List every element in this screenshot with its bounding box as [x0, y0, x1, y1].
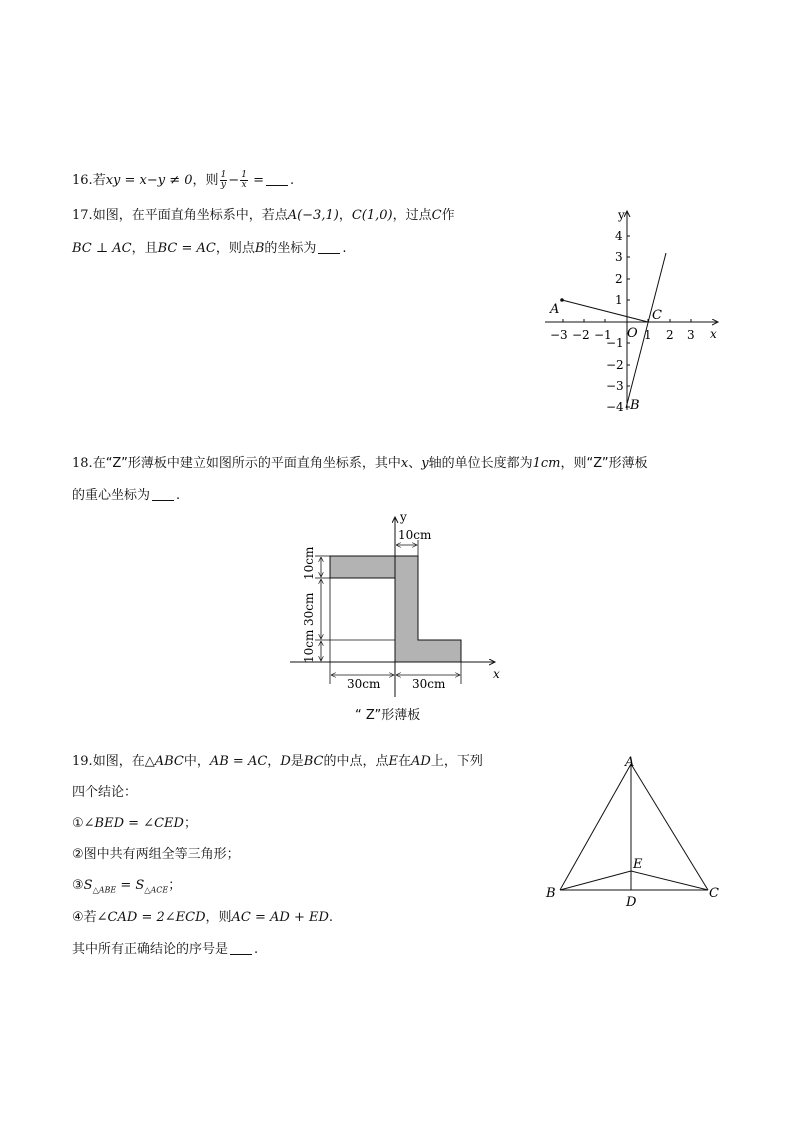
segment-be	[560, 871, 631, 890]
q19-text-b: 中，	[183, 754, 210, 769]
c3-marker: ③	[72, 878, 84, 893]
q19-ad: AD	[411, 754, 431, 769]
c3-sub1: △ABE	[92, 885, 117, 895]
q18-unit: 1cm	[532, 456, 561, 471]
q17-text-b: ，过点	[392, 208, 432, 223]
q16-number: 16.	[72, 173, 93, 188]
ytick-4: 4	[615, 229, 623, 243]
c4-marker: ④若	[72, 910, 97, 925]
q19-text-c: ，	[267, 754, 281, 769]
q17-text-d: ，且	[131, 241, 158, 256]
q16-text: 若	[92, 173, 106, 188]
question-17-line-1	[72, 206, 455, 226]
q17-eq-bc: BC = AC	[157, 241, 216, 256]
q17-text-c: 作	[441, 208, 455, 223]
tri-label-b: B	[546, 886, 556, 901]
q19-e: E	[388, 754, 399, 769]
conclusion-3	[72, 876, 181, 901]
frac1-den: y	[220, 180, 226, 190]
q19-final-text: 其中所有正确结论的序号是	[72, 942, 229, 957]
c4-text: ，则	[205, 910, 232, 925]
dim-bottom-left-label: 30cm	[347, 677, 381, 691]
c2-text: ②图中共有两组全等三角形；	[72, 847, 240, 862]
q18-z-plate-figure	[285, 512, 515, 702]
z-y-label: y	[400, 510, 407, 524]
ytick-3: 3	[615, 250, 623, 264]
ytick-2: 2	[615, 272, 623, 286]
side-ac	[631, 764, 708, 890]
dim-top-label: 10cm	[398, 528, 432, 542]
tri-label-e: E	[633, 857, 643, 872]
point-a	[560, 298, 564, 302]
q17-text-f: 的坐标为	[264, 241, 317, 256]
origin-label: O	[627, 326, 638, 341]
q16-end: .	[289, 173, 295, 188]
dim-bottom-right-label: 30cm	[412, 677, 446, 691]
question-18-line-2	[72, 486, 180, 506]
c4-end: .	[328, 910, 334, 925]
question-17-line-2	[72, 239, 347, 259]
q18-dun: 、	[408, 456, 422, 471]
q16-text-then: ，则	[192, 173, 219, 188]
q19-text-e: 的中点，点	[323, 754, 389, 769]
label-a: A	[550, 302, 560, 317]
x-axis-label: x	[710, 327, 717, 341]
frac2-den: x	[241, 180, 247, 190]
segment-ce	[631, 871, 708, 890]
conclusion-4	[72, 908, 333, 928]
q17-number: 17.	[72, 208, 93, 223]
q16-minus: −	[228, 173, 240, 188]
q18-number: 18.	[72, 456, 93, 471]
label-c: C	[652, 308, 662, 323]
q18-text-d: 的重心坐标为	[72, 488, 151, 503]
q19-intro: 四个结论：	[72, 785, 138, 800]
c3-s1: S	[83, 878, 93, 893]
q19-text-d: 是	[290, 754, 304, 769]
xtick-neg2: −2	[572, 328, 590, 342]
q18-text-b: 轴的单位长度都为	[428, 456, 533, 471]
segment-ac	[562, 300, 648, 322]
answer-blank-17[interactable]	[318, 239, 340, 254]
xtick-neg1: −1	[594, 328, 612, 342]
dim-left-mid-label: 30cm	[302, 592, 316, 626]
c3-sub2: △ACE	[144, 885, 169, 895]
q19-end: .	[254, 942, 259, 957]
answer-blank-19[interactable]	[230, 940, 252, 955]
q19-triangle-figure	[540, 752, 730, 912]
conclusion-2	[72, 845, 240, 865]
q19-bc: BC	[303, 754, 324, 769]
q19-number: 19.	[72, 754, 93, 769]
c4-math: ∠CAD = 2∠ECD	[96, 910, 206, 925]
q16-fraction-2	[240, 171, 248, 190]
label-b: B	[630, 398, 640, 413]
dim-left-top-label: 10cm	[302, 546, 316, 580]
q18-text-c: ，则“Z”形薄板	[560, 456, 648, 471]
ytick-neg1: −1	[606, 336, 624, 350]
q17-text: 如图，在平面直角坐标系中，若点	[92, 208, 288, 223]
q17-c: C	[431, 208, 442, 223]
q16-fraction-1	[220, 171, 228, 190]
answer-blank-16[interactable]	[266, 171, 288, 186]
xtick-3: 3	[687, 328, 695, 342]
q19-eq: AB = AC	[209, 754, 268, 769]
q19-text: 如图，在	[92, 754, 145, 769]
q17-b: B	[254, 241, 265, 256]
q16-condition: xy = x−y ≠ 0	[105, 173, 193, 188]
c3-end: ；	[168, 878, 182, 893]
q17-end: .	[342, 241, 347, 256]
c3-eq: =	[116, 878, 136, 893]
q17-coordinate-graph	[540, 205, 730, 415]
c3-s2: S	[135, 878, 145, 893]
y-axis-label: y	[618, 208, 625, 222]
ytick-neg4: −4	[606, 400, 624, 414]
q16-equals: =	[248, 173, 264, 188]
question-19-final	[72, 940, 258, 960]
q17-perp: BC ⊥ AC	[72, 241, 132, 256]
tri-label-c: C	[709, 886, 719, 901]
question-16	[72, 171, 294, 191]
q17-point-c: C(1,0)	[351, 208, 393, 223]
q19-d: D	[280, 754, 291, 769]
answer-blank-18[interactable]	[152, 486, 174, 501]
side-ab	[560, 764, 631, 890]
xtick-neg3: −3	[550, 328, 568, 342]
c1-math: ∠BED = ∠CED	[83, 816, 184, 831]
q18-y: y	[421, 456, 429, 471]
q18-end: .	[176, 488, 181, 503]
ytick-neg3: −3	[606, 379, 624, 393]
c4-math2: AC = AD + ED	[231, 910, 329, 925]
q18-text: 在“Z”形薄板中建立如图所示的平面直角坐标系，其中	[92, 456, 401, 471]
xtick-1: 1	[644, 328, 652, 342]
question-19-line-1	[72, 752, 483, 772]
q19-triangle: △ABC	[144, 754, 184, 769]
q17-sep: ，	[338, 208, 352, 223]
c1-marker: ①	[72, 816, 84, 831]
tri-label-a: A	[625, 755, 635, 770]
ytick-1: 1	[615, 293, 623, 307]
conclusion-1	[72, 814, 197, 834]
ytick-neg2: −2	[606, 358, 624, 372]
frac1-num: 1	[220, 170, 227, 180]
q17-point-a: A(−3,1)	[287, 208, 339, 223]
z-figure-caption: “ Z”形薄板	[355, 708, 421, 723]
q18-x: x	[400, 456, 409, 471]
q19-text-f: 在	[398, 754, 412, 769]
xtick-2: 2	[666, 328, 674, 342]
tri-label-d: D	[626, 895, 637, 910]
question-18-line-1	[72, 454, 648, 474]
q19-text-g: 上，下列	[430, 754, 483, 769]
z-x-label: x	[493, 667, 500, 681]
dim-left-bot-label: 10cm	[302, 629, 316, 663]
c1-end: ；	[183, 816, 197, 831]
question-19-line-2	[72, 783, 137, 803]
q17-text-e: ，则点	[215, 241, 255, 256]
frac2-num: 1	[241, 170, 247, 180]
